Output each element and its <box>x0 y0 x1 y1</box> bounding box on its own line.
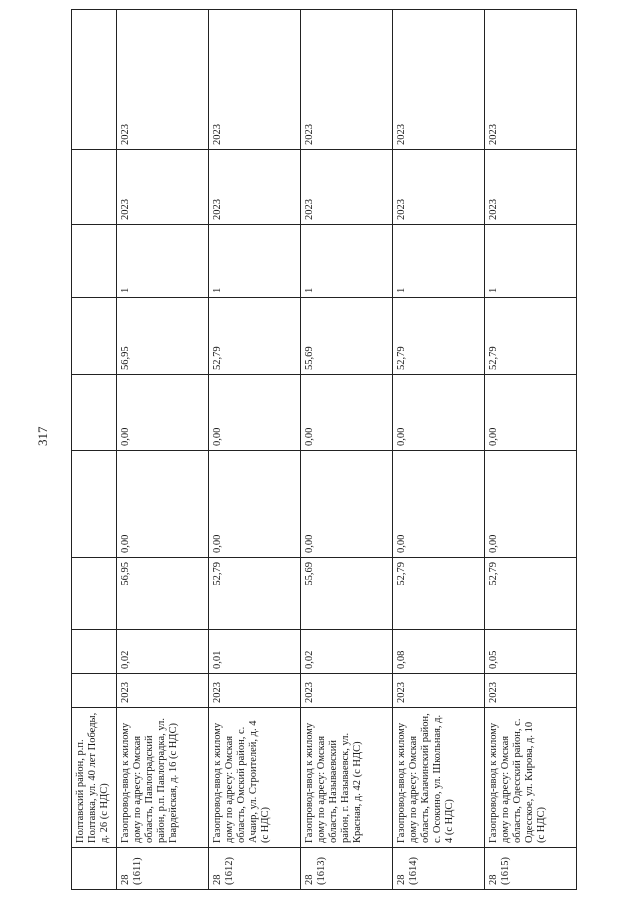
row-value-3: 0,00 <box>209 451 301 558</box>
row-value-8: 2023 <box>485 10 577 150</box>
row-value-8: 2023 <box>117 10 209 150</box>
row-value-3: 0,00 <box>485 451 577 558</box>
row-value-6: 1 <box>485 225 577 298</box>
row-value-2: 55,69 <box>301 558 393 630</box>
row-value-5: 52,79 <box>209 298 301 375</box>
row-value-2: 52,79 <box>485 558 577 630</box>
header-cell-id <box>72 848 117 890</box>
table-row <box>209 10 301 890</box>
row-value-1: 0,01 <box>209 630 301 674</box>
row-value-3: 0,00 <box>393 451 485 558</box>
page-number: 317 <box>35 426 50 446</box>
row-value-1: 0,02 <box>301 630 393 674</box>
row-year: 2023 <box>117 674 209 708</box>
row-value-8: 2023 <box>209 10 301 150</box>
row-id: 28 (1611) <box>117 848 209 890</box>
row-value-3: 0,00 <box>301 451 393 558</box>
table-row <box>301 10 393 890</box>
row-value-1: 0,05 <box>485 630 577 674</box>
row-value-7: 2023 <box>117 150 209 225</box>
row-value-2: 52,79 <box>393 558 485 630</box>
row-name: Газопровод-ввод к жилому дому по адресу: Омская область, Павлоградский район, р.п. Павлоградка, ул. Гвардейская, д. 16 (с НДС) <box>117 708 209 848</box>
row-value-2: 52,79 <box>209 558 301 630</box>
row-name: Газопровод-ввод к жилому дому по адресу: Омская область, Омский район, с. Ачаир, ул. Строителей, д. 4 (с НДС) <box>209 708 301 848</box>
row-id: 28 (1612) <box>209 848 301 890</box>
row-value-7: 2023 <box>485 150 577 225</box>
row-value-5: 52,79 <box>485 298 577 375</box>
row-value-8: 2023 <box>301 10 393 150</box>
row-value-4: 0,00 <box>117 375 209 451</box>
row-value-7: 2023 <box>209 150 301 225</box>
table-row <box>393 10 485 890</box>
table-row <box>117 10 209 890</box>
row-value-6: 1 <box>117 225 209 298</box>
row-year: 2023 <box>485 674 577 708</box>
row-value-4: 0,00 <box>209 375 301 451</box>
row-value-2: 56,95 <box>117 558 209 630</box>
row-value-8: 2023 <box>393 10 485 150</box>
row-id: 28 (1613) <box>301 848 393 890</box>
row-value-7: 2023 <box>393 150 485 225</box>
row-id: 28 (1614) <box>393 848 485 890</box>
row-value-7: 2023 <box>301 150 393 225</box>
table-row <box>485 10 577 890</box>
row-value-5: 55,69 <box>301 298 393 375</box>
row-value-4: 0,00 <box>393 375 485 451</box>
row-name: Газопровод-ввод к жилому дому по адресу: Омская область, Одесский район, с. Одесское, ул. Кирова, д. 10 (с НДС) <box>485 708 577 848</box>
row-value-4: 0,00 <box>301 375 393 451</box>
row-value-6: 1 <box>301 225 393 298</box>
row-id: 28 (1615) <box>485 848 577 890</box>
table-header-row <box>72 10 117 890</box>
row-value-5: 56,95 <box>117 298 209 375</box>
row-name: Газопровод-ввод к жилому дому по адресу: Омская область, Называевский район, г. Называевск, ул. Красная, д. 42 (с НДС) <box>301 708 393 848</box>
row-year: 2023 <box>209 674 301 708</box>
header-cell-address: Полтавский район, р.п. Полтавка, ул. 40 лет Победы, д. 26 (с НДС) <box>72 708 117 848</box>
row-year: 2023 <box>393 674 485 708</box>
investment-program-table <box>71 9 577 890</box>
row-year: 2023 <box>301 674 393 708</box>
row-value-1: 0,08 <box>393 630 485 674</box>
row-value-5: 52,79 <box>393 298 485 375</box>
row-value-1: 0,02 <box>117 630 209 674</box>
rotated-table-page <box>71 10 587 890</box>
row-value-6: 1 <box>393 225 485 298</box>
row-name: Газопровод-ввод к жилому дому по адресу: Омская область, Калачинский район, с. Осокино, ул. Школьная, д. 4 (с НДС) <box>393 708 485 848</box>
row-value-6: 1 <box>209 225 301 298</box>
row-value-3: 0,00 <box>117 451 209 558</box>
row-value-4: 0,00 <box>485 375 577 451</box>
